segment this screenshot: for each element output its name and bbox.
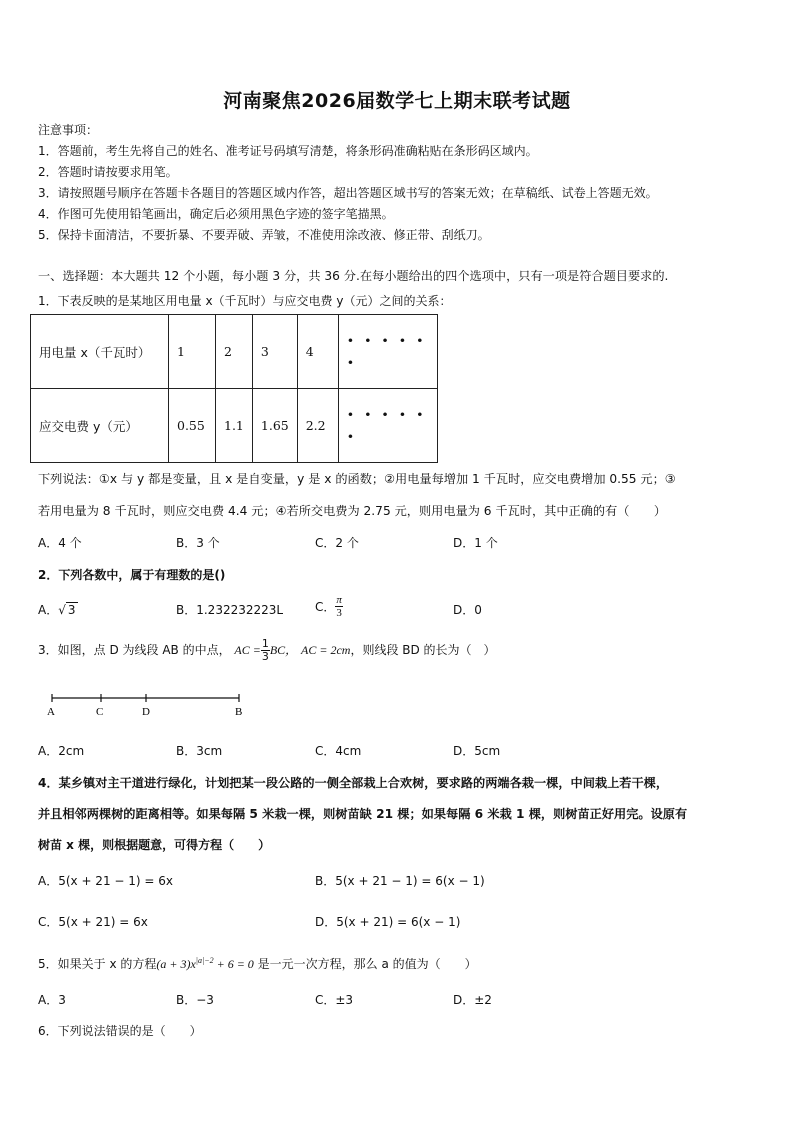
option-value: 1.232232223L: [196, 603, 284, 617]
option-c[interactable]: C．4cm: [315, 744, 362, 758]
option-c[interactable]: C．2 个: [315, 536, 359, 550]
option-d[interactable]: D．5cm: [453, 744, 501, 758]
table-cell: 0.55: [169, 389, 216, 463]
fraction-denominator: 3: [261, 650, 269, 663]
sqrt-icon: √: [58, 603, 66, 617]
option-a[interactable]: A．4 个: [38, 536, 82, 550]
question-5-stem: [38, 955, 477, 972]
option-c[interactable]: C．±3: [315, 993, 354, 1007]
table-row: [31, 315, 438, 389]
option-d[interactable]: D．1 个: [453, 536, 498, 550]
option-b[interactable]: [176, 601, 283, 618]
section-heading: 一、选择题：本大题共 12 个小题，每小题 3 分，共 36 分.在每小题给出的四个选项中，只有一项是符合题目要求的.: [38, 269, 669, 283]
option-value: 3: [67, 603, 76, 617]
point-label: A: [47, 706, 55, 718]
exponent: |a|−2: [195, 956, 214, 965]
table-cell: 3: [252, 315, 297, 389]
fraction-numerator: π: [336, 594, 342, 606]
table-cell: 2: [216, 315, 253, 389]
note-item: 5．保持卡面清洁，不要折暴、不要弄破、弄皱，不准使用涂改液、修正带、刮纸刀。: [38, 228, 490, 242]
question-4-text: 并且相邻两棵树的距离相等。如果每隔 5 米栽一棵，则树苗缺 21 棵；如果每隔 6 米栽 1 棵，则树苗正好用完。设原有: [38, 807, 688, 821]
point-label: C: [96, 706, 104, 718]
question-1-text: 若用电量为 8 千瓦时，则应交电费 4.4 元；④若所交电费为 2.75 元，则用电量为 6 千瓦时，其中正确的有（ ）: [38, 504, 667, 518]
option-a[interactable]: A．5(x + 21 − 1) = 6x: [38, 874, 174, 888]
ellipsis-dots: [338, 389, 437, 463]
stem-text: 5．如果关于 x 的方程: [38, 957, 157, 971]
equation: (a + 3)x: [156, 957, 196, 971]
option-b[interactable]: B．5(x + 21 − 1) = 6(x − 1): [315, 874, 485, 888]
equation: AC = 2cm: [301, 643, 351, 657]
note-item: 2．答题时请按要求用笔。: [38, 165, 178, 179]
table-cell: 4: [297, 315, 338, 389]
fraction: [261, 638, 270, 663]
point-label: B: [235, 706, 243, 718]
option-c[interactable]: C．5(x + 21) = 6x: [38, 915, 148, 929]
table-cell: 1.65: [252, 389, 297, 463]
question-4-text: 4．某乡镇对主干道进行绿化，计划把某一段公路的一侧全部栽上合欢树，要求路的两端各栽一棵，中间栽上若干棵，: [38, 776, 669, 790]
point-label: D: [142, 706, 150, 718]
option-c[interactable]: [315, 594, 343, 619]
fraction-numerator: 1: [261, 637, 269, 650]
equation: + 6 = 0: [213, 957, 254, 971]
option-a[interactable]: [38, 601, 78, 618]
note-item: 4．作图可先使用铅笔画出，确定后必须用黑色字迹的签字笔描黑。: [38, 207, 394, 221]
electricity-table: [30, 314, 438, 463]
question-1-text: 下列说法：①x 与 y 都是变量，且 x 是自变量，y 是 x 的函数；②用电量每增加 1 千瓦时，应交电费增加 0.55 元；③: [38, 472, 676, 486]
equation: AC =: [234, 643, 261, 657]
stem-text: 是一元一次方程，那么 a 的值为（ ）: [257, 957, 477, 971]
table-cell: 1.1: [216, 389, 253, 463]
line-segment-figure: [40, 690, 260, 720]
dots-text: • • • • • •: [346, 332, 427, 370]
table-row-label: 应交电费 y（元）: [31, 389, 169, 463]
option-value: 0: [474, 603, 482, 617]
option-b[interactable]: B．3cm: [176, 744, 223, 758]
option-label: D．: [453, 603, 475, 617]
table-row: [31, 389, 438, 463]
option-d[interactable]: D．±2: [453, 993, 492, 1007]
option-label: B．: [176, 603, 197, 617]
option-d[interactable]: D．5(x + 21) = 6(x − 1): [315, 915, 461, 929]
question-2-stem: 2．下列各数中，属于有理数的是(): [38, 568, 226, 582]
page-title: 河南聚焦2026届数学七上期末联考试题: [223, 90, 571, 112]
stem-text: ，则线段 BD 的长为（ ）: [350, 643, 496, 657]
question-6-stem: 6．下列说法错误的是（ ）: [38, 1024, 202, 1038]
notes-heading: 注意事项：: [38, 123, 99, 137]
fraction-denominator: 3: [336, 607, 342, 619]
table-cell: 2.2: [297, 389, 338, 463]
note-item: 1．答题前，考生先将自己的姓名、准考证号码填写清楚，将条形码准确粘贴在条形码区域内。: [38, 144, 538, 158]
table-row-label: 用电量 x（千瓦时）: [31, 315, 169, 389]
option-label: A．: [38, 603, 59, 617]
stem-text: 3．如图，点 D 为线段 AB 的中点，: [38, 643, 231, 657]
fraction: [335, 594, 343, 619]
question-1-stem: 1．下表反映的是某地区用电量 x（千瓦时）与应交电费 y（元）之间的关系：: [38, 294, 452, 308]
option-d[interactable]: [453, 601, 482, 618]
option-b[interactable]: B．3 个: [176, 536, 220, 550]
note-item: 3．请按照题号顺序在答题卡各题目的答题区域内作答，超出答题区域书写的答案无效；在草稿纸、试卷上答题无效。: [38, 186, 658, 200]
table-cell: 1: [169, 315, 216, 389]
option-b[interactable]: B．−3: [176, 993, 214, 1007]
option-a[interactable]: A．2cm: [38, 744, 85, 758]
option-label: C．: [315, 600, 336, 614]
question-4-text: 树苗 x 棵，则根据题意，可得方程（ ）: [38, 838, 271, 852]
option-a[interactable]: A．3: [38, 993, 66, 1007]
dots-text: • • • • • •: [346, 406, 427, 444]
ellipsis-dots: [338, 315, 437, 389]
question-3-stem: [38, 638, 496, 663]
equation: BC，: [269, 643, 298, 657]
